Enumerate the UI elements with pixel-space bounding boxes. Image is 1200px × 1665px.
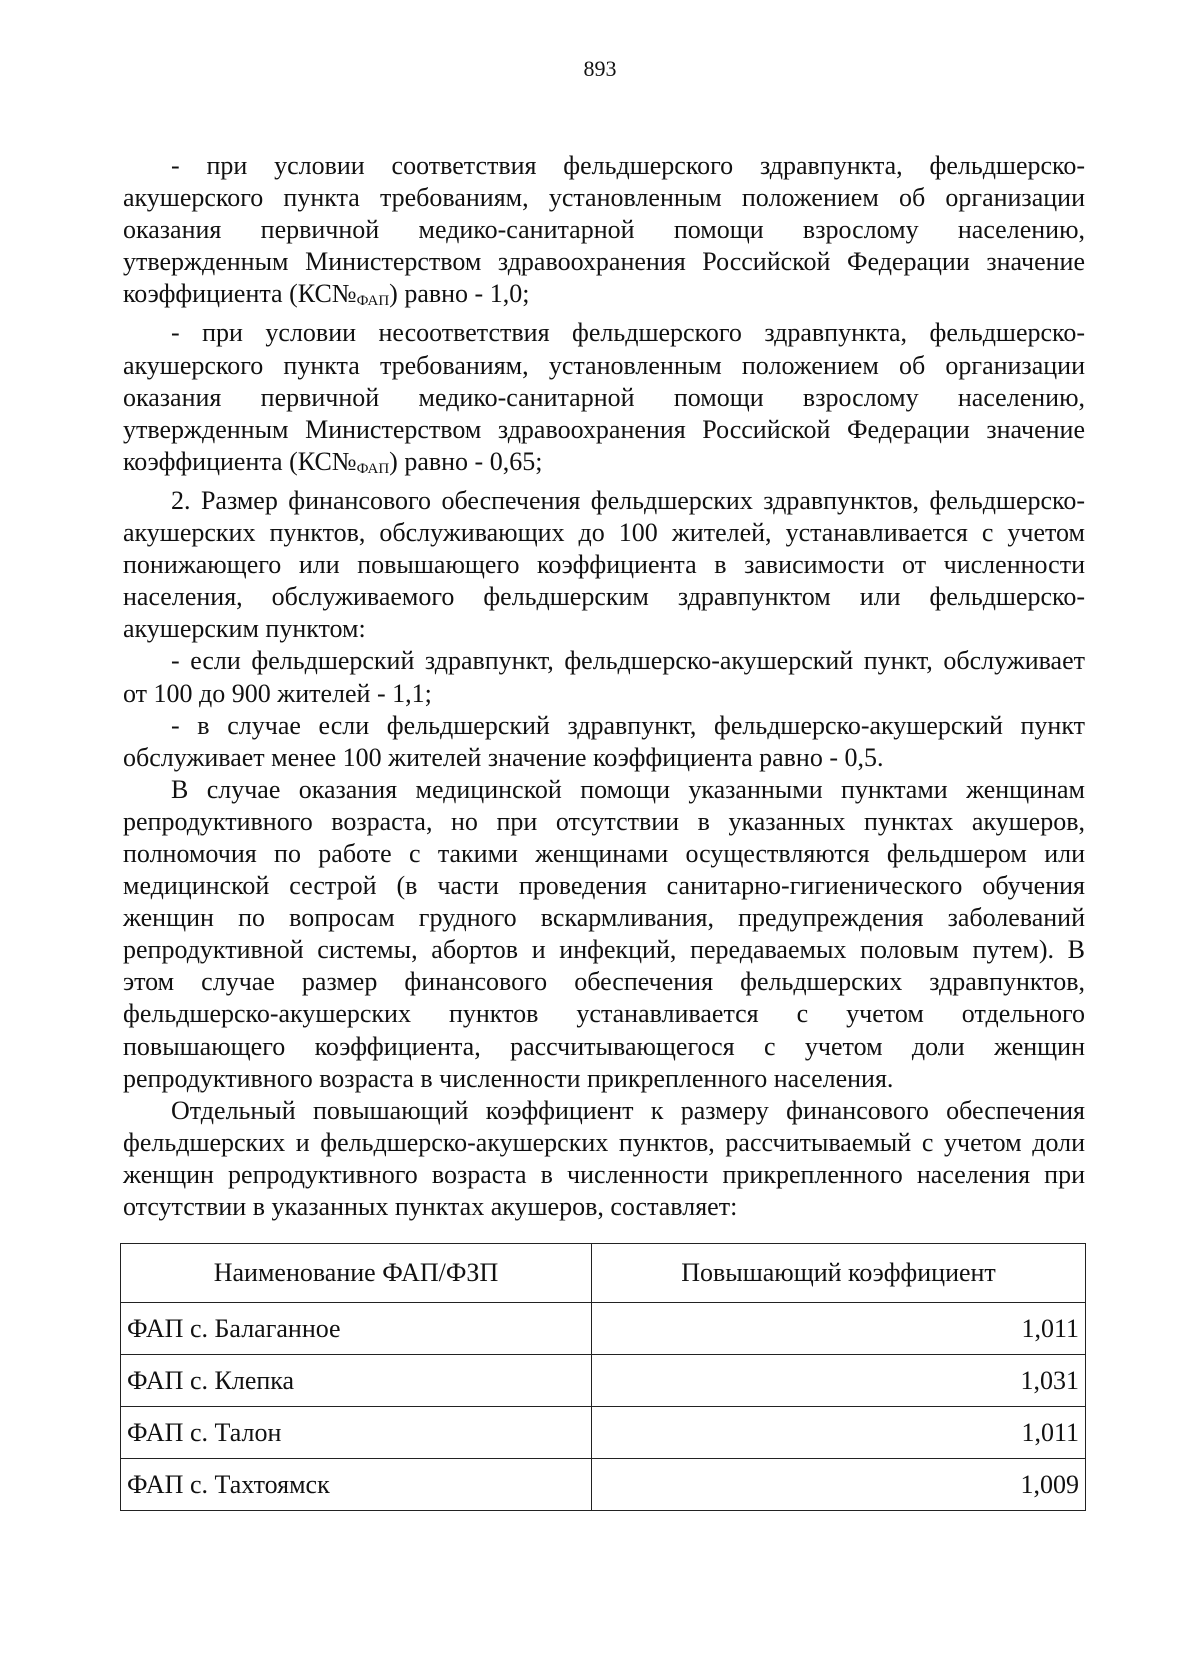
paragraph-compliance-subscript: ФАП [356, 293, 390, 310]
paragraph-under-100-residents: - в случае если фельдшерский здравпункт, фельдшерско-акушерский пункт обслуживает менее 100 жителей значение коэффициента равно - 0,5. [123, 710, 1085, 772]
coefficient-table [120, 1243, 1086, 1511]
table-cell-name: ФАП с. Балаганное [121, 1303, 592, 1355]
table-header-name: Наименование ФАП/ФЗП [121, 1244, 592, 1303]
paragraph-compliance [123, 150, 1085, 317]
paragraph-noncompliance-text: - при условии несоответствия фельдшерского здравпункта, фельдшерско-акушерского пункта требованиям, установленным положением об организации оказания первичной медико-санитарной помощи взрослому населению, утвержденным Министерством здравоохранения Российской Федерации значение коэффициента (КС№ [123, 318, 1085, 476]
paragraph-noncompliance-subscript: ФАП [356, 460, 390, 477]
table-row [121, 1459, 1086, 1511]
paragraph-compliance-text: - при условии соответствия фельдшерского здравпункта, фельдшерско-акушерского пункта требованиям, установленным положением об организации оказания первичной медико-санитарной помощи взрослому населению, утвержденным Министерством здравоохранения Российской Федерации значение коэффициента (КС№ [123, 151, 1085, 309]
table-cell-value: 1,009 [592, 1459, 1086, 1511]
paragraph-separate-coefficient: Отдельный повышающий коэффициент к размеру финансового обеспечения фельдшерских и фельдшерско-акушерских пунктов, рассчитываемый с учетом доли женщин репродуктивного возраста в численности прикрепленного населения при отсутствии в указанных пунктах акушеров, составляет: [123, 1095, 1085, 1221]
table-cell-value: 1,011 [592, 1303, 1086, 1355]
table-cell-name: ФАП с. Талон [121, 1407, 592, 1459]
paragraph-noncompliance [123, 317, 1085, 484]
page-number: 893 [583, 56, 617, 81]
paragraph-reproductive-age: В случае оказания медицинской помощи указанными пунктами женщинам репродуктивного возраста, но при отсутствии в указанных пунктах акушеров, полномочия по работе с такими женщинами осуществляются фельдшером или медицинской сестрой (в части проведения санитарно-гигиенического обучения женщин по вопросам грудного вскармливания, предупреждения заболеваний репродуктивной системы, абортов и инфекций, передаваемых половым путем). В этом случае размер финансового обеспечения фельдшерских здравпунктов, фельдшерско-акушерских пунктов устанавливается с учетом отдельного повышающего коэффициента, рассчитывающегося с учетом доли женщин репродуктивного возраста в численности прикрепленного населения. [123, 774, 1085, 1093]
table-cell-value: 1,011 [592, 1407, 1086, 1459]
document-body [123, 150, 1085, 1223]
table-cell-name: ФАП с. Тахтоямск [121, 1459, 592, 1511]
paragraph-noncompliance-value: ) равно - 0,65; [389, 446, 543, 476]
paragraph-100-900-residents: - если фельдшерский здравпункт, фельдшерско-акушерский пункт, обслуживает от 100 до 900 жителей - 1,1; [123, 646, 1085, 708]
table-header-row [121, 1244, 1086, 1303]
paragraph-item-2: 2. Размер финансового обеспечения фельдшерских здравпунктов, фельдшерско-акушерских пунктов, обслуживающих до 100 жителей, устанавливается с учетом понижающего или повышающего коэффициента в зависимости от численности населения, обслуживаемого фельдшерским здравпунктом или фельдшерско-акушерским пунктом: [123, 485, 1085, 644]
table-cell-value: 1,031 [592, 1355, 1086, 1407]
table-cell-name: ФАП с. Клепка [121, 1355, 592, 1407]
table-header-coefficient: Повышающий коэффициент [592, 1244, 1086, 1303]
table-row [121, 1355, 1086, 1407]
table-row [121, 1303, 1086, 1355]
paragraph-compliance-value: ) равно - 1,0; [389, 279, 530, 309]
table-row [121, 1407, 1086, 1459]
